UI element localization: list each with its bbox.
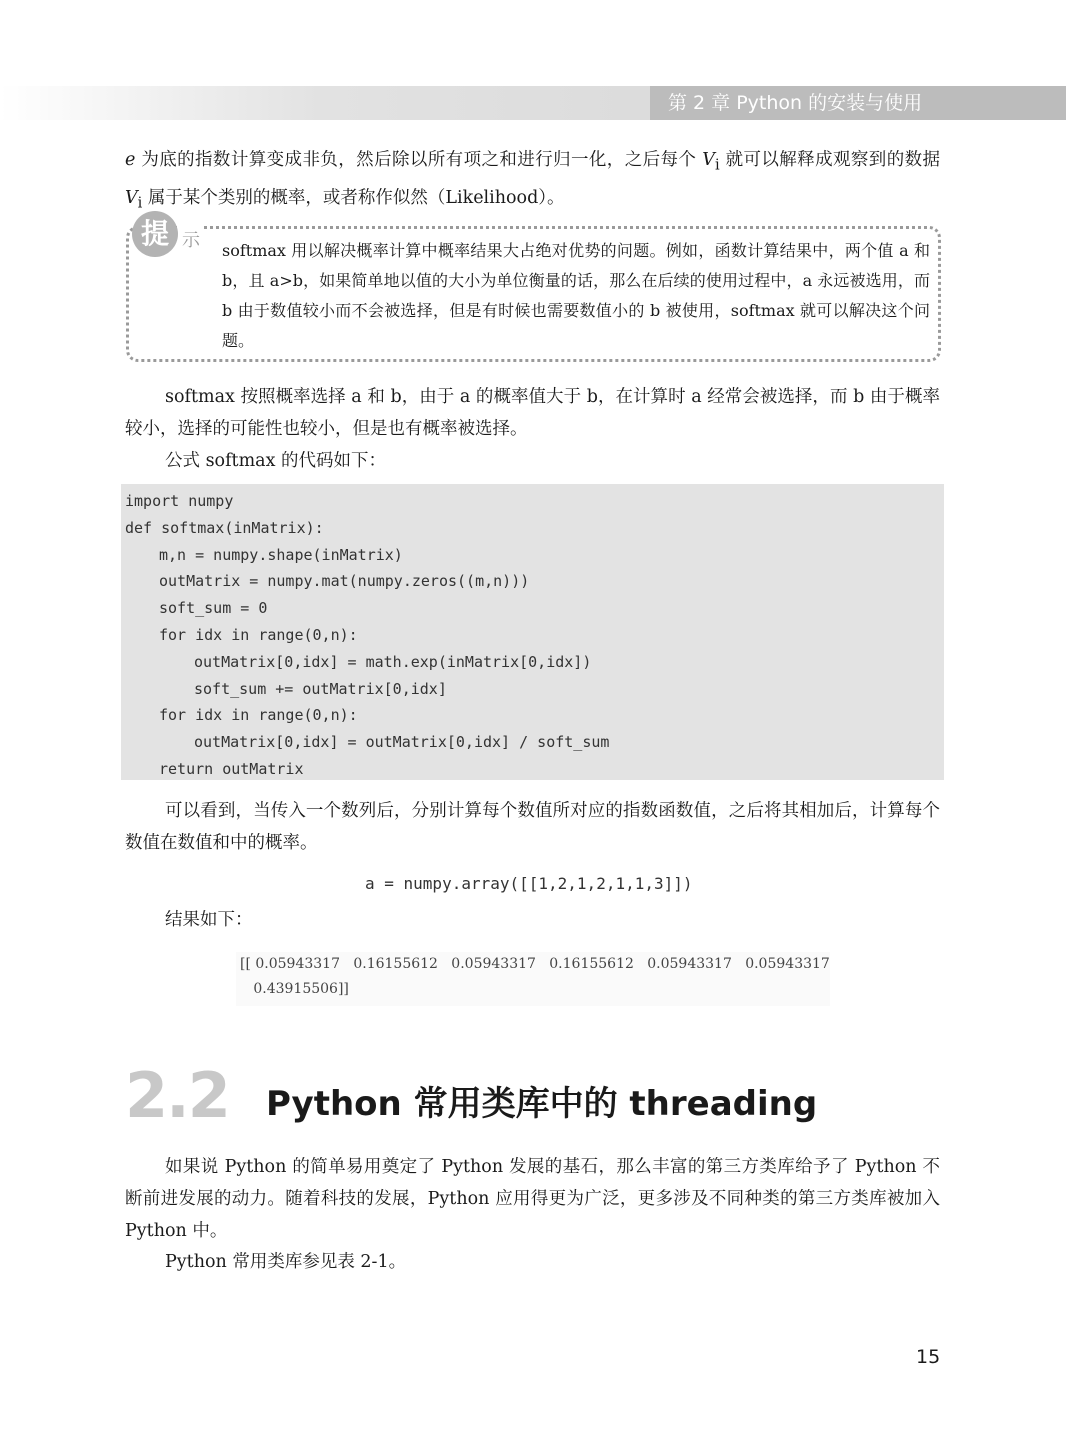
code-line: return outMatrix (159, 759, 304, 778)
tip-text: softmax 用以解决概率计算中概率结果大占绝对优势的问题。例如，函数计算结果中，两个值 a 和 b，且 a>b，如果简单地以值的大小为单位衡量的话，那么在后续的使用过程中，a 永远被选用，而 b 由于数值较小而不会被选择，但是有时候也需要数值小的 b 被使用，softmax 就可以解决这个问题。 (222, 241, 930, 350)
code-block (121, 484, 944, 780)
code-line: outMatrix = numpy.mat(numpy.zeros((m,n))) (159, 572, 530, 591)
section-number: 2.2 (125, 1059, 229, 1132)
var-e: e (125, 150, 136, 170)
intro-paragraph (125, 144, 940, 219)
result-line-2: 0.43915506]] (240, 981, 349, 997)
body-paragraph-4: 结果如下： (165, 910, 253, 930)
result-line-1: [[ 0.05943317 0.16155612 0.05943317 0.16155612 0.05943317 0.05943317 (240, 956, 830, 972)
var-vi-2: V (125, 187, 138, 208)
result-output (236, 952, 830, 1006)
code-line: import numpy (125, 492, 234, 510)
section-paragraph-1: 如果说 Python 的简单易用奠定了 Python 发展的基石，那么丰富的第三方类库给予了 Python 不断前进发展的动力。随着科技的发展，Python 应用得更为广泛，更多涉及不同种类的第三方类库被加入 Python 中。 (125, 1157, 940, 1241)
code-line: for idx in range(0,n): (159, 625, 358, 644)
intro-text-1: 为底的指数计算变成非负，然后除以所有项之和进行归一化，之后每个 (135, 150, 703, 170)
intro-text-3: 属于某个类别的概率，或者称作似然（Likelihood）。 (142, 187, 565, 208)
formula-line: a = numpy.array([[1,2,1,2,1,1,3]]) (365, 874, 693, 893)
section-paragraph-2: Python 常用类库参见表 2-1。 (165, 1252, 407, 1272)
code-line: soft_sum = 0 (159, 599, 268, 618)
intro-text-2: 就可以解释成观察到的数据 (719, 150, 941, 170)
body-paragraph-1: softmax 按照概率选择 a 和 b，由于 a 的概率值大于 b，在计算时 a 经常会被选择，而 b 由于概率较小，选择的可能性也较小，但是也有概率被选择。 (125, 387, 940, 439)
body-paragraph-2: 公式 softmax 的代码如下： (165, 451, 387, 471)
section-title: Python 常用类库中的 threading (266, 1084, 818, 1124)
code-line: for idx in range(0,n): (159, 706, 358, 725)
code-line: soft_sum += outMatrix[0,idx] (194, 679, 447, 698)
code-line: outMatrix[0,idx] = math.exp(inMatrix[0,idx]) (194, 652, 592, 671)
code-line: def softmax(inMatrix): (125, 518, 324, 537)
code-line: outMatrix[0,idx] = outMatrix[0,idx] / soft_sum (194, 733, 610, 752)
var-vi: V (702, 150, 715, 170)
chapter-header: 第 2 章 Python 的安装与使用 (650, 86, 1066, 120)
page-number: 15 (916, 1346, 941, 1368)
tip-icon: 提 (132, 211, 178, 257)
var-vi-sub: i (714, 156, 720, 174)
code-line: m,n = numpy.shape(inMatrix) (159, 545, 403, 564)
body-paragraph-3: 可以看到，当传入一个数列后，分别计算每个数值所对应的指数函数值，之后将其相加后，计算每个数值在数值和中的概率。 (125, 801, 940, 853)
var-vi-sub-2: i (137, 194, 143, 211)
tip-label: 示 (180, 226, 202, 252)
